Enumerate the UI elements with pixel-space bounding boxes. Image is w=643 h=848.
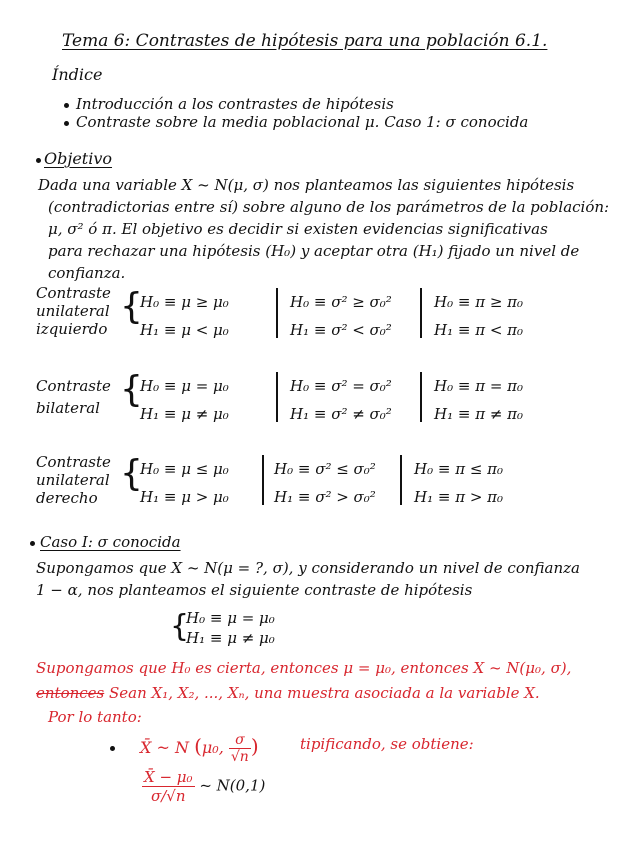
- brace-icon: {: [120, 286, 143, 327]
- bullet-icon: [30, 541, 35, 546]
- hypothesis-h0: H₀ ≡ π ≥ π₀: [434, 293, 524, 311]
- hypothesis-h0: H₀ ≡ σ² ≤ σ₀²: [274, 460, 376, 478]
- contraste-label: izquierdo: [36, 320, 108, 338]
- red-note-line: Por lo tanto:: [48, 708, 142, 726]
- dist-prefix: X̄ ~ N: [140, 738, 189, 757]
- sample-mean-distribution: X̄ ~ N (μ₀, $\frac{\sigma}{√n}$ ): [140, 732, 259, 765]
- bullet-icon: [36, 158, 41, 163]
- contraste-label: Contraste: [36, 453, 111, 471]
- indice-heading: Índice: [52, 65, 103, 84]
- contraste-label: Contraste: [36, 284, 111, 302]
- caso1-line: Supongamos que X ~ N(μ = ?, σ), y considerando un nivel de confianza: [36, 559, 580, 577]
- red-note-line: [36, 684, 540, 702]
- hypothesis-h1: H₁ ≡ π > π₀: [414, 488, 504, 506]
- contraste-label: unilateral: [36, 471, 110, 489]
- hypothesis-h0: H₀ ≡ σ² = σ₀²: [290, 377, 392, 395]
- hypothesis-h1: H₁ ≡ μ > μ₀: [140, 488, 229, 506]
- hypothesis-h1: H₁ ≡ σ² > σ₀²: [274, 488, 376, 506]
- tipificando-text: tipificando, se obtiene:: [300, 735, 474, 753]
- bullet-icon: [64, 103, 69, 108]
- struck-word: entonces: [36, 684, 105, 702]
- hypothesis-h1: H₁ ≡ μ < μ₀: [140, 321, 229, 339]
- divider: [262, 455, 264, 505]
- contraste-label: derecho: [36, 489, 98, 507]
- contraste-label: bilateral: [36, 399, 100, 417]
- brace-icon: {: [120, 453, 143, 494]
- objetivo-line: para rechazar una hipótesis (H₀) y aceptar otra (H₁) fijado un nivel de: [48, 242, 580, 260]
- objetivo-line: confianza.: [48, 264, 126, 282]
- bullet-icon: [64, 121, 69, 126]
- divider: [276, 372, 278, 422]
- indice-item: Introducción a los contrastes de hipótesis: [76, 95, 394, 113]
- hypothesis-h0: H₀ ≡ μ ≥ μ₀: [140, 293, 229, 311]
- hypothesis-h0: H₀ ≡ μ = μ₀: [186, 609, 275, 627]
- indice-item: Contraste sobre la media poblacional μ. Caso 1: σ conocida: [76, 113, 529, 131]
- hypothesis-h1: H₁ ≡ σ² < σ₀²: [290, 321, 392, 339]
- hypothesis-h1: H₁ ≡ μ ≠ μ₀: [186, 629, 275, 647]
- standardized-statistic: [142, 768, 265, 805]
- hypothesis-h0: H₀ ≡ σ² ≥ σ₀²: [290, 293, 392, 311]
- caso1-line: 1 − α, nos planteamos el siguiente contraste de hipótesis: [36, 581, 473, 599]
- objetivo-line: (contradictorias entre sí) sobre alguno de los parámetros de la población:: [48, 198, 610, 216]
- hypothesis-h0: H₀ ≡ μ = μ₀: [140, 377, 229, 395]
- hypothesis-h0: H₀ ≡ π ≤ π₀: [414, 460, 504, 478]
- objetivo-line: μ, σ² ó π. El objetivo es decidir si existen evidencias significativas: [48, 220, 548, 238]
- bullet-icon: [110, 746, 115, 751]
- caso1-heading: Caso I: σ conocida: [40, 533, 181, 551]
- frac-denominator: √n: [230, 749, 249, 765]
- brace-icon: {: [120, 369, 143, 410]
- z-numerator: X̄ − μ₀: [144, 768, 193, 786]
- hypothesis-h0: H₀ ≡ μ ≤ μ₀: [140, 460, 229, 478]
- z-denominator: σ/√n: [151, 787, 186, 805]
- frac-numerator: σ: [229, 732, 251, 749]
- hypothesis-h1: H₁ ≡ σ² ≠ σ₀²: [290, 405, 392, 423]
- divider: [420, 372, 422, 422]
- hypothesis-h1: H₁ ≡ μ ≠ μ₀: [140, 405, 229, 423]
- divider: [420, 288, 422, 338]
- objetivo-line: Dada una variable X ~ N(μ, σ) nos planteamos las siguientes hipótesis: [38, 176, 575, 194]
- page-title: Tema 6: Contrastes de hipótesis para una población 6.1.: [62, 31, 548, 51]
- divider: [400, 455, 402, 505]
- brace-icon: {: [170, 609, 190, 644]
- hypothesis-h1: H₁ ≡ π ≠ π₀: [434, 405, 524, 423]
- red-note-line: Supongamos que H₀ es cierta, entonces μ = μ₀, entonces X ~ N(μ₀, σ),: [36, 659, 572, 677]
- hypothesis-h0: H₀ ≡ π = π₀: [434, 377, 524, 395]
- divider: [276, 288, 278, 338]
- contraste-label: unilateral: [36, 302, 110, 320]
- z-distribution: ~ N(0,1): [199, 776, 266, 795]
- objetivo-heading: Objetivo: [44, 149, 113, 168]
- dist-mu: μ₀,: [201, 738, 224, 757]
- red-note-text: Sean X₁, X₂, ..., Xₙ, una muestra asociada a la variable X.: [109, 684, 540, 702]
- hypothesis-h1: H₁ ≡ π < π₀: [434, 321, 524, 339]
- contraste-label: Contraste: [36, 377, 111, 395]
